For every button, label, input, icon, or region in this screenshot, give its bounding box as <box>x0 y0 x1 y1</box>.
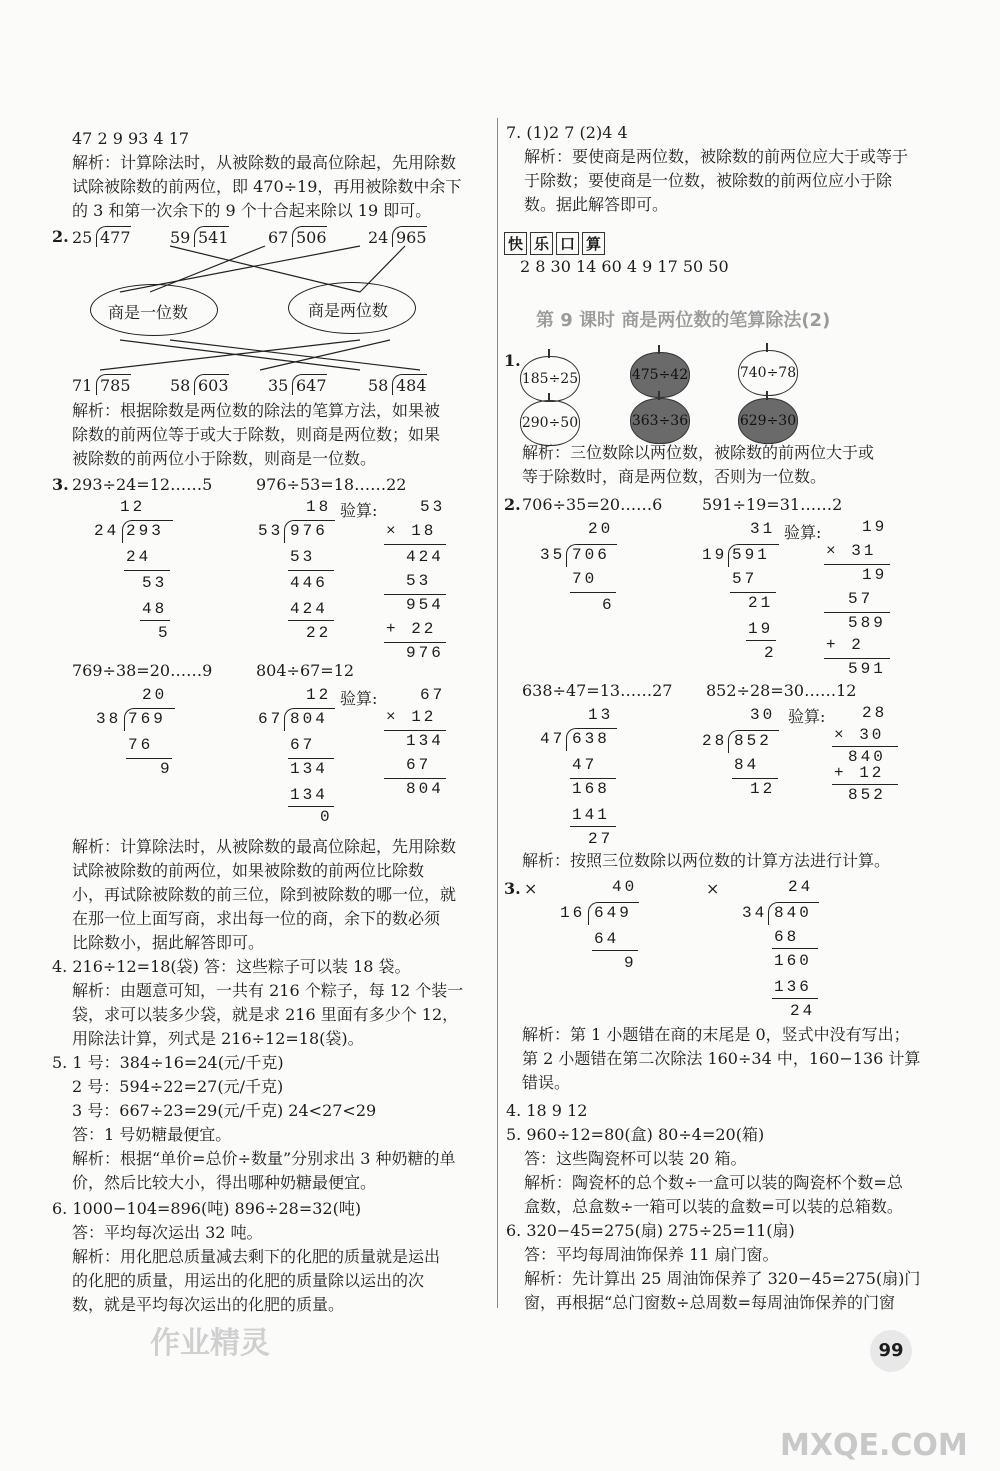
divisor: 25 <box>72 228 93 247</box>
analysis-line: 错误。 <box>522 1073 571 1092</box>
dividend: 785 <box>100 376 131 395</box>
analysis-line: 解析：根据“单价=总价÷数量”分别求出 3 种奶糖的单 <box>72 1149 456 1168</box>
analysis-line: 解析：由题意可知，一共有 216 个粽子，每 12 个装一 <box>72 981 464 1000</box>
analysis-line: 解析：计算除法时，从被除数的最高位除起，先用除数 <box>72 837 457 856</box>
dividend: 647 <box>296 376 327 395</box>
dividend: 603 <box>198 376 229 395</box>
oval-label-two-digit: 商是两位数 <box>308 301 389 320</box>
q6-answer: 6. 320−45=275(扇) 275÷25=11(扇) <box>506 1221 795 1240</box>
question-number: 2. <box>52 227 69 246</box>
analysis-line: 小，再试除被除数的前三位，除到被除数的哪一位，就 <box>72 885 457 904</box>
analysis-line: 第 2 小题错在第二次除法 160÷34 中，160−136 计算 <box>522 1049 921 1068</box>
dividend: 506 <box>296 228 327 247</box>
analysis-line: 用除法计算，列式是 216÷12=18(袋)。 <box>72 1029 364 1048</box>
analysis-line: 袋，求可以装多少袋，就是求 216 里面有多少个 12， <box>72 1005 459 1024</box>
dividend: 541 <box>198 228 229 247</box>
equation: 638÷47=13……27 <box>522 681 673 700</box>
wrong-mark-icon: × <box>524 879 538 898</box>
column-divider <box>497 118 498 1308</box>
q5-answer: 答：这些陶瓷杯可以装 20 箱。 <box>524 1149 747 1168</box>
analysis-line: 比除数小，据此解答即可。 <box>72 933 265 952</box>
question-number: 3. <box>52 475 69 494</box>
dividend: 484 <box>396 376 427 395</box>
check-label: 验算: <box>784 523 822 542</box>
divisor: 71 <box>72 376 93 395</box>
analysis-line: 解析：第 1 小题错在商的末尾是 0，竖式中没有写出； <box>522 1025 910 1044</box>
analysis-line: 窗，再根据“总门窗数÷总周数=每周油饰保养的门窗 <box>524 1293 895 1312</box>
analysis-line: 解析：计算除法时，从被除数的最高位除起，先用除数 <box>72 153 457 172</box>
apple-card-shaded: 363÷36 <box>630 398 690 444</box>
top-answers: 47 2 9 93 4 17 <box>72 129 190 148</box>
q5-answer: 2 号：594÷22=27(元/千克) <box>72 1077 284 1096</box>
question-number: 3. <box>504 879 521 898</box>
apple-card-shaded: 475÷42 <box>630 352 690 398</box>
divisor: 58 <box>368 376 389 395</box>
q5-answer: 5. 1 号：384÷16=24(元/千克) <box>52 1053 284 1072</box>
dividend: 477 <box>100 228 131 247</box>
analysis-line: 价，然后比较大小，得出哪种奶糖最便宜。 <box>72 1173 377 1192</box>
divisor: 59 <box>170 228 191 247</box>
q5-answer: 答：1 号奶糖最便宜。 <box>72 1125 232 1144</box>
analysis-line: 试除被除数的前两位，即 470÷19，再用被除数中余下 <box>72 177 462 196</box>
equation: 976÷53=18……22 <box>256 475 407 494</box>
q5-answer: 5. 960÷12=80(盒) 80÷4=20(箱) <box>506 1125 765 1144</box>
q4-answer: 4. 216÷12=18(袋) 答：这些粽子可以装 18 袋。 <box>52 957 411 976</box>
analysis-line: 解析：要使商是两位数，被除数的前两位应大于或等于 <box>524 147 909 166</box>
analysis-line: 解析：陶瓷杯的总个数÷一盒可以装的陶瓷杯个数=总 <box>524 1173 903 1192</box>
question-number: 1. <box>504 351 521 370</box>
q5-answer: 3 号：667÷23=29(元/千克) 24<27<29 <box>72 1101 377 1120</box>
divisor: 24 <box>368 228 389 247</box>
divisor: 58 <box>170 376 191 395</box>
q7-answer: 7. (1)2 7 (2)4 4 <box>506 123 628 142</box>
analysis-line: 解析：按照三位数除以两位数的计算方法进行计算。 <box>522 851 891 870</box>
wrong-mark-icon: × <box>706 879 720 898</box>
analysis-line: 解析：三位数除以两位数，被除数的前两位大于或 <box>522 443 875 462</box>
equation: 293÷24=12……5 <box>72 475 213 494</box>
check-label: 验算: <box>340 501 378 520</box>
check-label: 验算: <box>788 707 826 726</box>
analysis-line: 试除被除数的前两位，如果被除数的前两位比除数 <box>72 861 425 880</box>
analysis-line: 解析：根据除数是两位数的除法的笔算方法，如果被 <box>72 401 441 420</box>
q4-answer: 4. 18 9 12 <box>506 1101 588 1120</box>
apple-card: 185÷25 <box>520 356 580 402</box>
divisor: 35 <box>268 376 289 395</box>
analysis-line: 的 3 和第一次余下的 9 个十合起来除以 19 即可。 <box>72 201 432 220</box>
analysis-line: 数。据此解答即可。 <box>524 195 669 214</box>
kuaile-answers: 2 8 30 14 60 4 9 17 50 50 <box>520 257 729 276</box>
check-label: 验算: <box>340 689 378 708</box>
divisor: 67 <box>268 228 289 247</box>
analysis-line: 的化肥的质量，用运出的化肥的质量除以运出的次 <box>72 1271 425 1290</box>
q6-answer: 答：平均每周油饰保养 11 扇门窗。 <box>524 1245 779 1264</box>
analysis-line: 于除数；要使商是一位数，被除数的前两位应小于除 <box>524 171 893 190</box>
analysis-line: 被除数的前两位小于除数，则商是一位数。 <box>72 449 377 468</box>
q6-answer: 答：平均每次运出 32 吨。 <box>72 1223 263 1242</box>
equation: 852÷28=30……12 <box>706 681 857 700</box>
dividend: 965 <box>396 228 427 247</box>
q6-answer: 6. 1000−104=896(吨) 896÷28=32(吨) <box>52 1199 362 1218</box>
equation: 804÷67=12 <box>256 661 355 680</box>
analysis-line: 除数的前两位等于或大于除数，则商是两位数；如果 <box>72 425 441 444</box>
analysis-line: 盒数，总盒数÷一箱可以装的盒数=可以装的总箱数。 <box>524 1197 903 1216</box>
equation: 591÷19=31……2 <box>702 495 843 514</box>
analysis-line: 解析：用化肥总质量减去剩下的化肥的质量就是运出 <box>72 1247 441 1266</box>
analysis-line: 等于除数时，商是两位数，否则为一位数。 <box>522 467 827 486</box>
equation: 706÷35=20……6 <box>522 495 663 514</box>
analysis-line: 在那一位上面写商，求出每一位的商，余下的数必须 <box>72 909 441 928</box>
apple-card-shaded: 629÷30 <box>738 398 798 444</box>
watermark-text: 作业精灵 <box>150 1326 270 1361</box>
apple-card: 290÷50 <box>520 400 580 446</box>
lesson-title: 第 9 课时 商是两位数的笔算除法(2) <box>536 310 831 331</box>
apple-card: 740÷78 <box>738 350 798 396</box>
question-number: 2. <box>504 495 521 514</box>
kuaile-koushuan-label: 快 乐 口 算 <box>504 232 608 255</box>
oval-label-one-digit: 商是一位数 <box>108 303 189 322</box>
analysis-line: 数，就是平均每次运出的化肥的质量。 <box>72 1295 345 1314</box>
watermark-site: MXQE.COM <box>780 1428 968 1463</box>
equation: 769÷38=20……9 <box>72 661 213 680</box>
page-number: 99 <box>870 1330 912 1372</box>
analysis-line: 解析：先计算出 25 周油饰保养了 320−45=275(扇)门 <box>524 1269 921 1288</box>
